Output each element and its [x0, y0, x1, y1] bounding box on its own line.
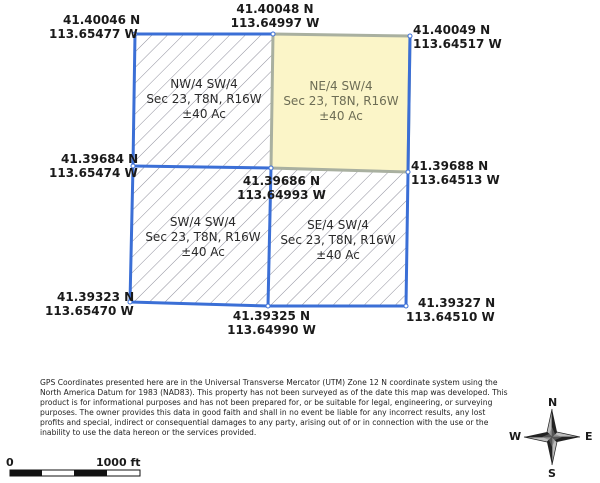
- coord-top-mid-lat: 41.40048 N: [236, 2, 314, 16]
- coord-bottom-mid-lat: 41.39325 N: [232, 309, 311, 323]
- coord-mid-left: [49, 152, 138, 180]
- coord-center: [224, 174, 339, 202]
- parcel-se-name: SE/4 SW/4: [307, 218, 369, 232]
- parcel-sw-name: SW/4 SW/4: [169, 215, 237, 229]
- coord-top-left-lat: 41.40046 N: [63, 13, 141, 27]
- coord-bottom-left-lat: 41.39323 N: [57, 290, 135, 304]
- parcel-label-sw: [141, 215, 265, 260]
- scale-end-label: 1000 ft: [96, 456, 141, 469]
- coord-top-mid-lon: 113.64997 W: [230, 16, 320, 30]
- disclaimer-text: GPS Coordinates presented here are in the Universal Transverse Mercator (UTM) Zone 12 N coordinate system using the North America Datum for 1983 (NAD83). This property has not been surveyed as of the date this map was developed. This product is for informational purposes and has not been prepared for, or be suitable for legal, engineering, or surveying purposes. The owner provides this data in good faith and shall in no event be liable for any incorrect results, any lost profits and special, indirect or consequential damages to any party, arising out of or in connection with the use or the inability to use the data hereon or the services provided.: [40, 378, 508, 437]
- coord-bottom-right-lon: 113.64510 W: [406, 310, 495, 324]
- coord-top-left-lon: 113.65477 W: [49, 27, 138, 41]
- scale-start-label: 0: [6, 456, 14, 469]
- coord-mid-left-lat: 41.39684 N: [61, 152, 139, 166]
- coord-bottom-mid-lon: 113.64990 W: [227, 323, 316, 337]
- coord-mid-right-lon: 113.64513 W: [411, 173, 500, 187]
- coord-bottom-mid: [214, 309, 329, 337]
- parcel-ne-acres: ±40 Ac: [319, 109, 363, 123]
- parcel-ne-section: Sec 23, T8N, R16W: [283, 94, 399, 108]
- coord-bottom-left: [45, 290, 134, 318]
- parcel-nw-acres: ±40 Ac: [182, 107, 226, 121]
- parcel-label-ne: [276, 79, 406, 124]
- parcel-se-section: Sec 23, T8N, R16W: [280, 233, 396, 247]
- coord-top-right-lon: 113.64517 W: [413, 37, 502, 51]
- coord-mid-left-lon: 113.65474 W: [49, 166, 138, 180]
- coord-top-left: [49, 13, 140, 41]
- coord-bottom-right: [406, 296, 495, 324]
- parcel-label-se: [273, 218, 403, 263]
- compass-east-label: E: [585, 430, 593, 443]
- parcel-se-acres: ±40 Ac: [316, 248, 360, 262]
- parcel-nw-section: Sec 23, T8N, R16W: [146, 92, 262, 106]
- parcel-ne-name: NE/4 SW/4: [309, 79, 373, 93]
- scale-bar: [10, 470, 140, 476]
- compass-west-label: W: [509, 430, 522, 443]
- compass-north-label: N: [548, 396, 558, 409]
- parcel-label-nw: [144, 77, 264, 122]
- parcel-sw-section: Sec 23, T8N, R16W: [145, 230, 261, 244]
- parcel-sw-acres: ±40 Ac: [181, 245, 225, 259]
- coord-mid-right-lat: 41.39688 N: [411, 159, 489, 173]
- compass-rose: [524, 409, 580, 465]
- coord-bottom-right-lat: 41.39327 N: [418, 296, 496, 310]
- compass-south-label: S: [548, 467, 556, 480]
- coord-bottom-left-lon: 113.65470 W: [45, 304, 134, 318]
- coord-top-right-lat: 41.40049 N: [413, 23, 491, 37]
- coord-top-right: [413, 23, 502, 51]
- coord-top-mid: [215, 2, 335, 30]
- coord-center-lat: 41.39686 N: [242, 174, 321, 188]
- coord-mid-right: [411, 159, 500, 187]
- coord-center-lon: 113.64993 W: [237, 188, 326, 202]
- parcel-nw-name: NW/4 SW/4: [170, 77, 238, 91]
